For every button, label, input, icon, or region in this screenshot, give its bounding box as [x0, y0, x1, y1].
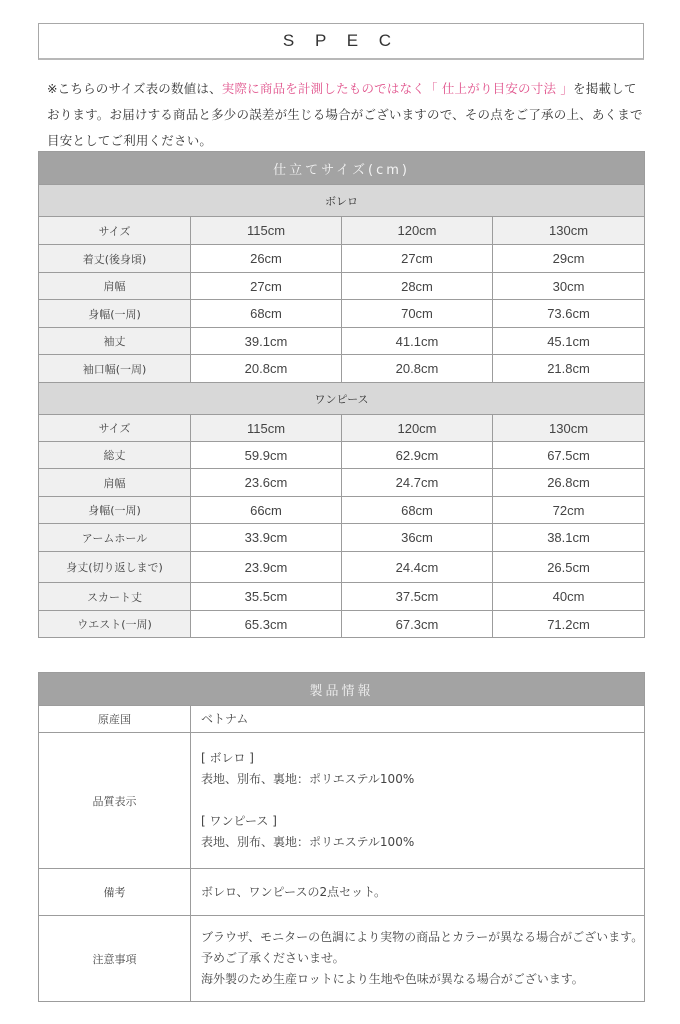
- cell: 33.9cm: [191, 524, 342, 552]
- cell: 68cm: [191, 300, 342, 328]
- row-label: 肩幅: [39, 469, 191, 497]
- table-row: [39, 611, 645, 638]
- cell: 24.4cm: [342, 552, 493, 583]
- table-row: [39, 469, 645, 497]
- cell: 36cm: [342, 524, 493, 552]
- cell: 67.3cm: [342, 611, 493, 638]
- cell: 40cm: [493, 583, 645, 611]
- table-row: [39, 273, 645, 300]
- disclaimer-text-1: ※こちらのサイズ表の数値は、: [47, 81, 222, 96]
- size-table: [38, 151, 645, 638]
- table-row: [39, 524, 645, 552]
- cell: 20.8cm: [191, 355, 342, 383]
- cell: 23.6cm: [191, 469, 342, 497]
- size-table-header-row: [39, 152, 645, 185]
- onepiece-material: 表地、別布、裏地：ポリエステル100%: [201, 835, 415, 849]
- cell: 38.1cm: [493, 524, 645, 552]
- info-row-remarks: [39, 869, 645, 916]
- table-row: [39, 442, 645, 469]
- cell: 39.1cm: [191, 328, 342, 355]
- cell: 120cm: [342, 415, 493, 442]
- info-table-header-row: [39, 673, 645, 706]
- spacer: [201, 790, 644, 811]
- cell: 120cm: [342, 217, 493, 245]
- cell: 45.1cm: [493, 328, 645, 355]
- cell: 26cm: [191, 245, 342, 273]
- cell: 130cm: [493, 415, 645, 442]
- size-table-title: 仕立てサイズ(cm): [39, 152, 645, 185]
- cell: 72cm: [493, 497, 645, 524]
- info-table-title: 製品情報: [39, 673, 645, 706]
- onepiece-title: [ ワンピース ]: [201, 814, 277, 828]
- caution-line: 海外製のため生産ロットにより生地や色味が異なる場合がございます。: [201, 972, 584, 986]
- table-row: [39, 552, 645, 583]
- cell: 35.5cm: [191, 583, 342, 611]
- remarks-value: ボレロ、ワンピースの2点セット。: [191, 869, 645, 916]
- row-label: 備考: [39, 869, 191, 916]
- table-row: [39, 583, 645, 611]
- spec-title: S P E C: [38, 23, 644, 60]
- table-row: [39, 355, 645, 383]
- cell: 37.5cm: [342, 583, 493, 611]
- row-label: 注意事項: [39, 916, 191, 1002]
- row-label: スカート丈: [39, 583, 191, 611]
- section-row-onepiece: [39, 383, 645, 415]
- table-row: [39, 497, 645, 524]
- section-title: ワンピース: [39, 383, 645, 415]
- section-row-bolero: [39, 185, 645, 217]
- info-row-origin: [39, 706, 645, 733]
- row-label: 袖口幅(一周): [39, 355, 191, 383]
- row-label: 身幅(一周): [39, 497, 191, 524]
- row-label: 身幅(一周): [39, 300, 191, 328]
- row-label: サイズ: [39, 415, 191, 442]
- cell: 21.8cm: [493, 355, 645, 383]
- caution-line: 予めご了承くださいませ。: [201, 951, 345, 965]
- row-label: ウエスト(一周): [39, 611, 191, 638]
- cell: 73.6cm: [493, 300, 645, 328]
- row-label: 肩幅: [39, 273, 191, 300]
- table-row: [39, 328, 645, 355]
- cell: 29cm: [493, 245, 645, 273]
- table-row: [39, 300, 645, 328]
- row-label: 身丈(切り返しまで): [39, 552, 191, 583]
- cell: 71.2cm: [493, 611, 645, 638]
- quality-value: [191, 733, 645, 869]
- cell: 68cm: [342, 497, 493, 524]
- product-info-table: [38, 672, 645, 1002]
- cell: 20.8cm: [342, 355, 493, 383]
- disclaimer-text-2: を掲載しております。お届けする商品と多少の誤差が生じる場合がございますので、その点をご了承の上、あくまで目安としてご利用ください。: [47, 81, 643, 148]
- cell: 41.1cm: [342, 328, 493, 355]
- cell: 26.8cm: [493, 469, 645, 497]
- cell: 115cm: [191, 415, 342, 442]
- row-label: 袖丈: [39, 328, 191, 355]
- table-row: [39, 415, 645, 442]
- row-label: 着丈(後身頃): [39, 245, 191, 273]
- bolero-material: 表地、別布、裏地：ポリエステル100%: [201, 772, 415, 786]
- origin-value: ベトナム: [191, 706, 645, 733]
- cell: 23.9cm: [191, 552, 342, 583]
- caution-value: [191, 916, 645, 1002]
- row-label: 品質表示: [39, 733, 191, 869]
- disclaimer-highlight: 実際に商品を計測したものではなく「 仕上がり目安の寸法 」: [221, 81, 574, 96]
- cell: 66cm: [191, 497, 342, 524]
- cell: 65.3cm: [191, 611, 342, 638]
- row-label: 原産国: [39, 706, 191, 733]
- section-title: ボレロ: [39, 185, 645, 217]
- info-row-quality: [39, 733, 645, 869]
- cell: 28cm: [342, 273, 493, 300]
- cell: 130cm: [493, 217, 645, 245]
- row-label: アームホール: [39, 524, 191, 552]
- cell: 59.9cm: [191, 442, 342, 469]
- cell: 30cm: [493, 273, 645, 300]
- cell: 67.5cm: [493, 442, 645, 469]
- size-disclaimer: [47, 76, 647, 154]
- table-row: [39, 245, 645, 273]
- cell: 26.5cm: [493, 552, 645, 583]
- cell: 115cm: [191, 217, 342, 245]
- cell: 27cm: [342, 245, 493, 273]
- row-label: サイズ: [39, 217, 191, 245]
- caution-line: ブラウザ、モニターの色調により実物の商品とカラーが異なる場合がございます。: [201, 930, 644, 944]
- cell: 62.9cm: [342, 442, 493, 469]
- cell: 70cm: [342, 300, 493, 328]
- cell: 24.7cm: [342, 469, 493, 497]
- bolero-title: [ ボレロ ]: [201, 751, 254, 765]
- info-row-caution: [39, 916, 645, 1002]
- row-label: 総丈: [39, 442, 191, 469]
- cell: 27cm: [191, 273, 342, 300]
- table-row: [39, 217, 645, 245]
